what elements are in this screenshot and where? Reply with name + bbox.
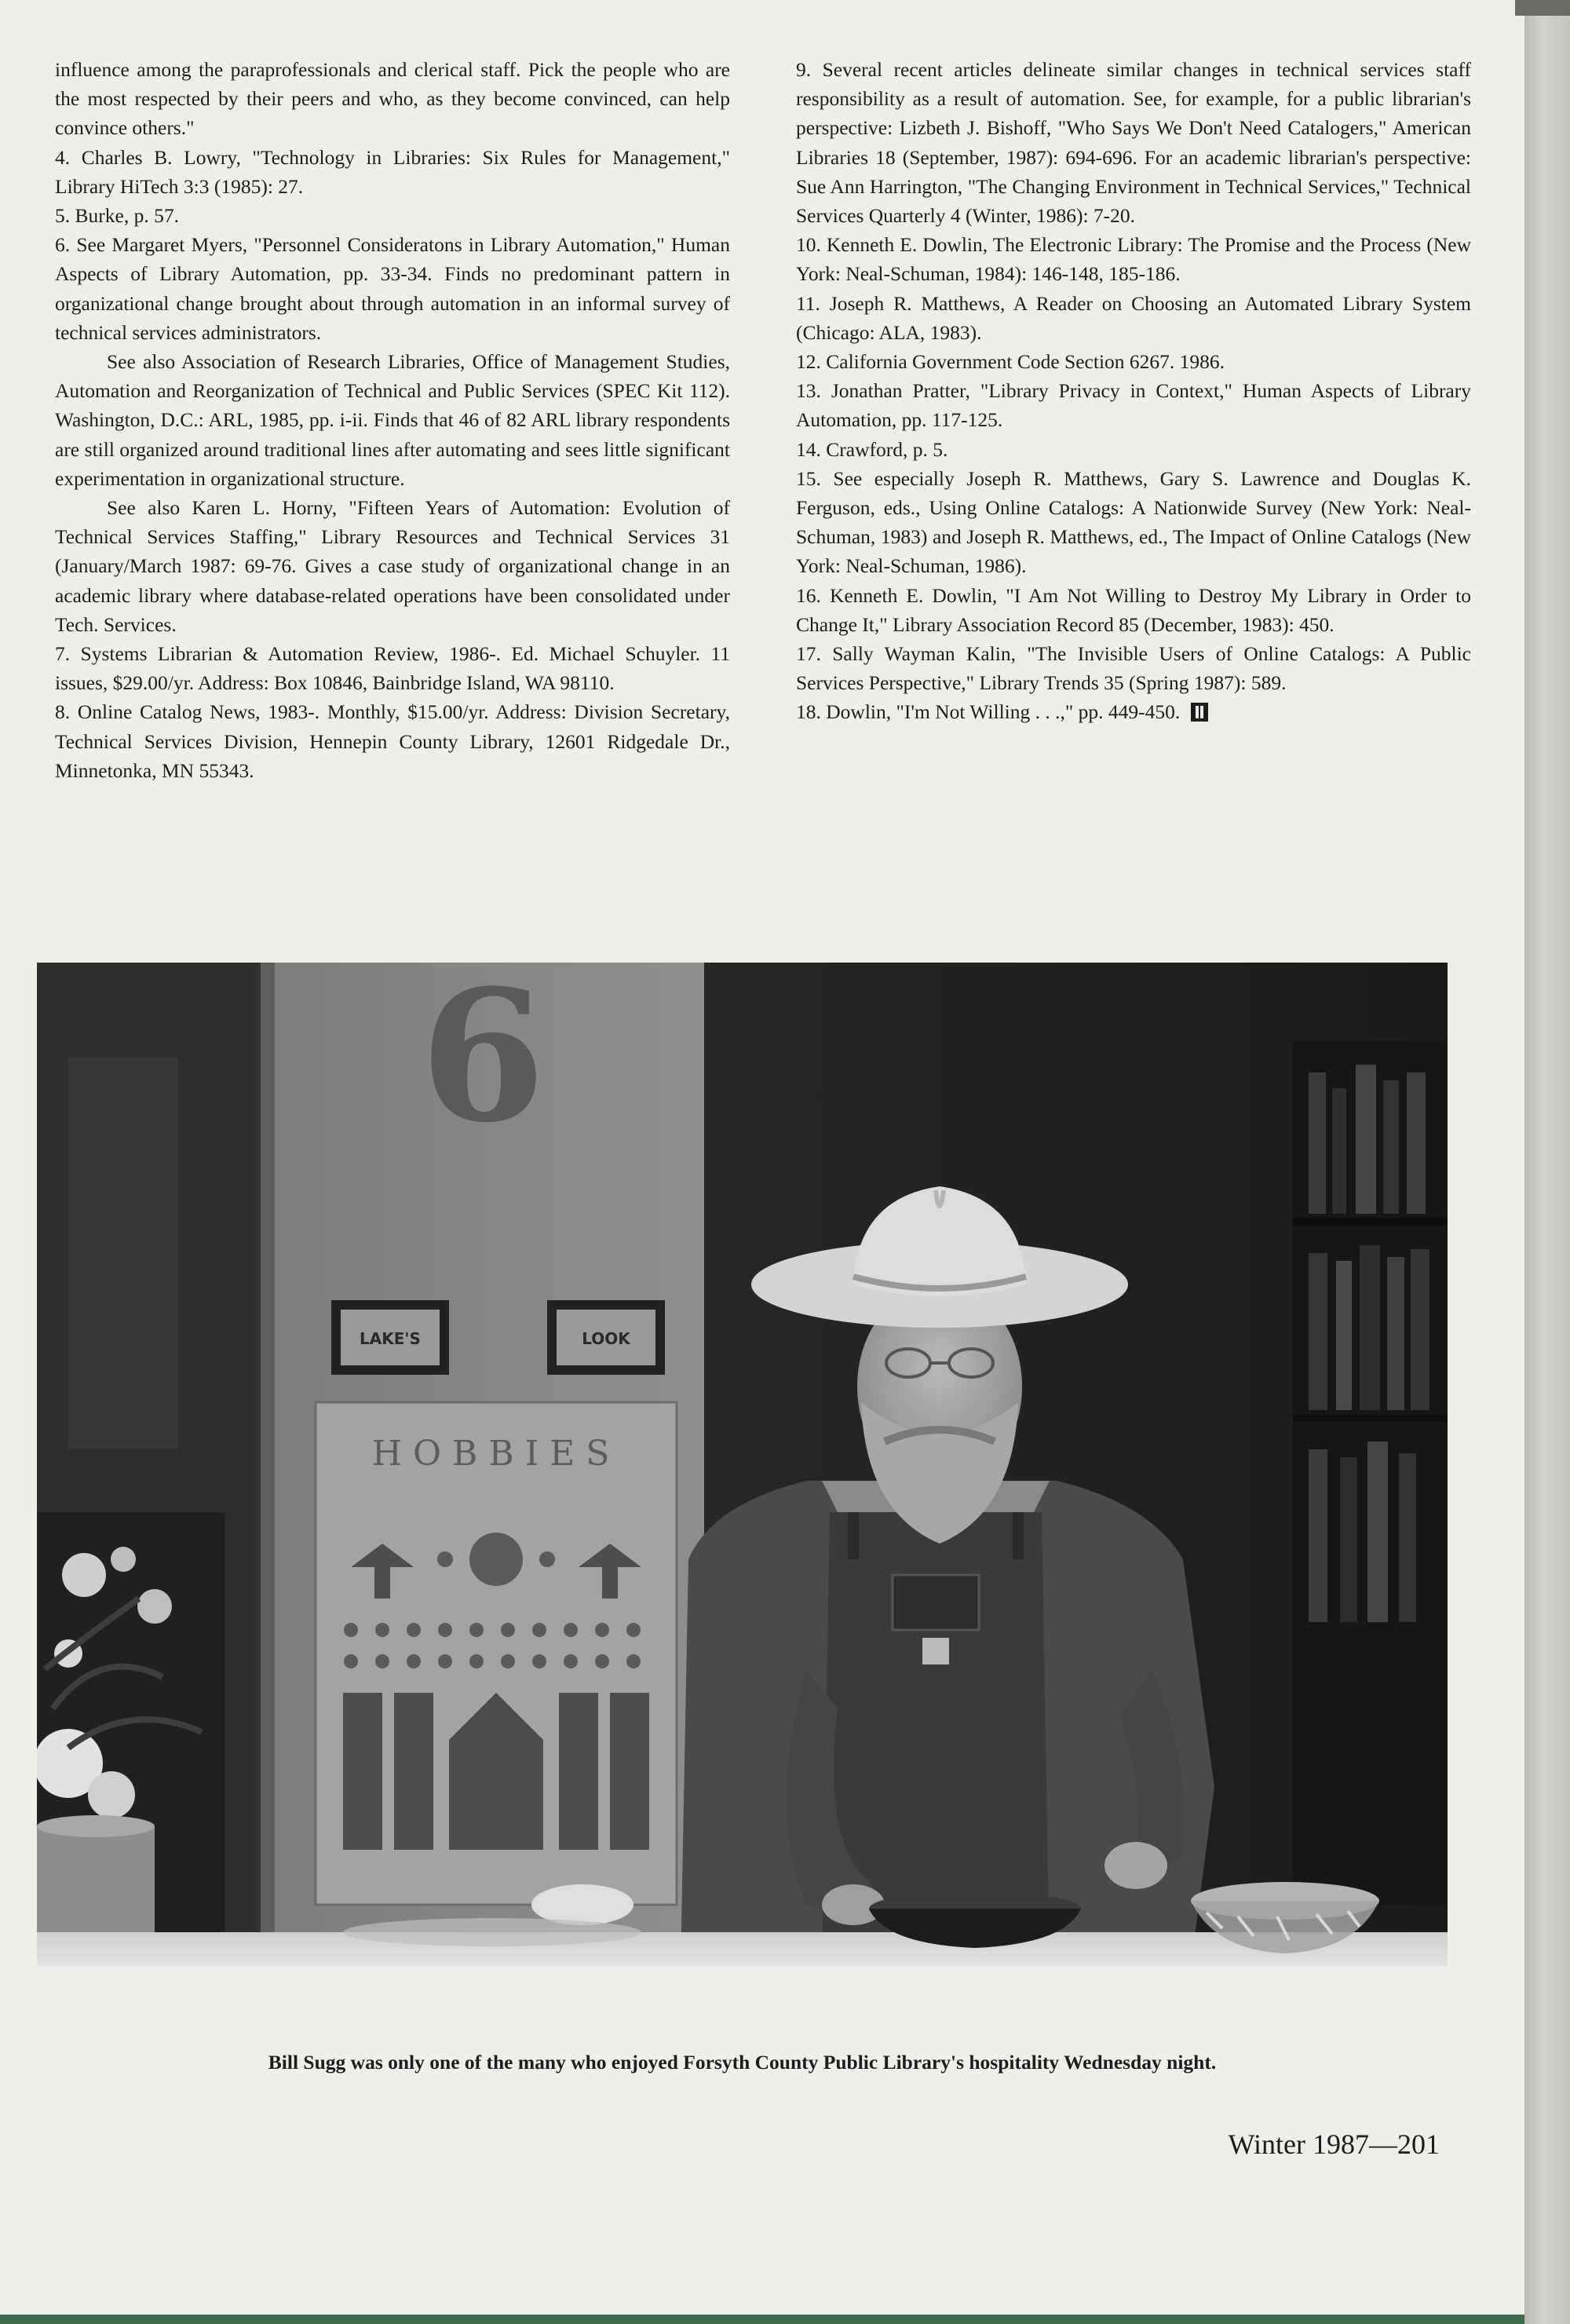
footnote-9: 9. Several recent articles delineate similar changes in technical services staff responsibility as a result of automation. See, for example, for a public librarian's perspective: Lizbeth J. Bishoff, "Who Says We Don't Need Catalogers," American Libraries 18 (September, 1987): 694-696. For an academic librarian's perspective: Sue Ann Harrington, "The Changing Environment in Technical Services," Technical Services Quarterly 4 (Winter, 1986): 7-20.	[796, 58, 1471, 228]
footnote-6: 6. See Margaret Myers, "Personnel Consideratons in Library Automation," Human Aspects of Library Automation, pp. 33-34. Finds no predominant pattern in organizational change brought about through automation in an informal survey of technical services administrators.	[55, 233, 730, 344]
footnote-18-row	[796, 697, 1471, 726]
footnote-16: 16. Kenneth E. Dowlin, "I Am Not Willing to Destroy My Library in Order to Change It," Library Association Record 85 (December, 1983): 450.	[796, 583, 1471, 636]
footnote-4: 4. Charles B. Lowry, "Technology in Libraries: Six Rules for Management," Library HiTech 3:3 (1985): 27.	[55, 145, 730, 198]
page-edge-top	[1515, 0, 1570, 16]
footnote-12: 12. California Government Code Section 6267. 1986.	[796, 350, 1225, 374]
footnote-13: 13. Jonathan Pratter, "Library Privacy in Context," Human Aspects of Library Automation, pp. 117-125.	[796, 379, 1471, 432]
sign-panel	[261, 963, 704, 1966]
cover-strip	[0, 2315, 1524, 2324]
footnote-continuation: influence among the paraprofessionals and clerical staff. Pick the people who are the most respected by their peers and who, as they become convinced, can help convince others."	[55, 58, 730, 140]
hobbies-poster	[316, 1402, 677, 1905]
event-photo	[37, 963, 1448, 1966]
aisle-number: 6	[419, 963, 546, 1163]
photo-illustration	[37, 963, 1448, 1966]
page-edge	[1524, 0, 1570, 2324]
footnote-6-see-also-arl: See also Association of Research Libraries, Office of Management Studies, Automation and Reorganization of Technical and Public Services (SPEC Kit 112). Washington, D.C.: ARL, 1985, pp. i-ii. Finds that 46 of 82 ARL library respondents are still organized around traditional lines after automating and sees little significant experimentation in organizational structure.	[55, 350, 730, 490]
shelf-label-right: LOOK	[582, 1329, 630, 1348]
issue-and-page-number: Winter 1987—201	[1228, 2129, 1440, 2160]
footnote-18: 18. Dowlin, "I'm Not Willing . . .," pp. 449-450.	[796, 700, 1181, 724]
footnote-14: 14. Crawford, p. 5.	[796, 437, 948, 461]
flowers	[37, 1512, 225, 1966]
footnote-15: 15. See especially Joseph R. Matthews, Gary S. Lawrence and Douglas K. Ferguson, eds., Using Online Catalogs: A Nationwide Survey (New York: Neal-Schuman, 1983) and Joseph R. Matthews, ed., The Impact of Online Catalogs (New York: Neal-Schuman, 1986).	[796, 466, 1471, 578]
footnote-17: 17. Sally Wayman Kalin, "The Invisible Users of Online Catalogs: A Public Services Perspective," Library Trends 35 (Spring 1987): 589.	[796, 642, 1471, 695]
photo-caption: Bill Sugg was only one of the many who enjoyed Forsyth County Public Library's hospitality Wednesday night.	[268, 2051, 1217, 2074]
footnote-7: 7. Systems Librarian & Automation Review, 1986-. Ed. Michael Schuyler. 11 issues, $29.00/yr. Address: Box 10846, Bainbridge Island, WA 98110.	[55, 642, 730, 695]
footnote-10: 10. Kenneth E. Dowlin, The Electronic Library: The Promise and the Process (New York: Neal-Schuman, 1984): 146-148, 185-186.	[796, 233, 1471, 286]
footnote-6-see-also-horny: See also Karen L. Horny, "Fifteen Years of Automation: Evolution of Technical Services Staffing," Library Resources and Technical Services 31 (January/March 1987: 69-76. Gives a case study of organizational change in an academic library where database-related operations have been consolidated under Tech. Services.	[55, 496, 730, 636]
footnote-8: 8. Online Catalog News, 1983-. Monthly, $15.00/yr. Address: Division Secretary, Technical Services Division, Hennepin County Library, 12601 Ridgedale Dr., Minnetonka, MN 55343.	[55, 700, 730, 782]
footnote-5: 5. Burke, p. 57.	[55, 204, 179, 228]
footnotes-left-column	[55, 55, 730, 785]
end-of-article-icon	[1191, 703, 1208, 722]
poster-title: HOBBIES	[371, 1434, 621, 1474]
footnotes-right-column	[796, 55, 1471, 727]
footnote-11: 11. Joseph R. Matthews, A Reader on Choosing an Automated Library System (Chicago: ALA, 1983).	[796, 291, 1471, 344]
shelf-label-left: LAKE'S	[360, 1329, 421, 1348]
bookshelf	[1293, 1041, 1448, 1905]
